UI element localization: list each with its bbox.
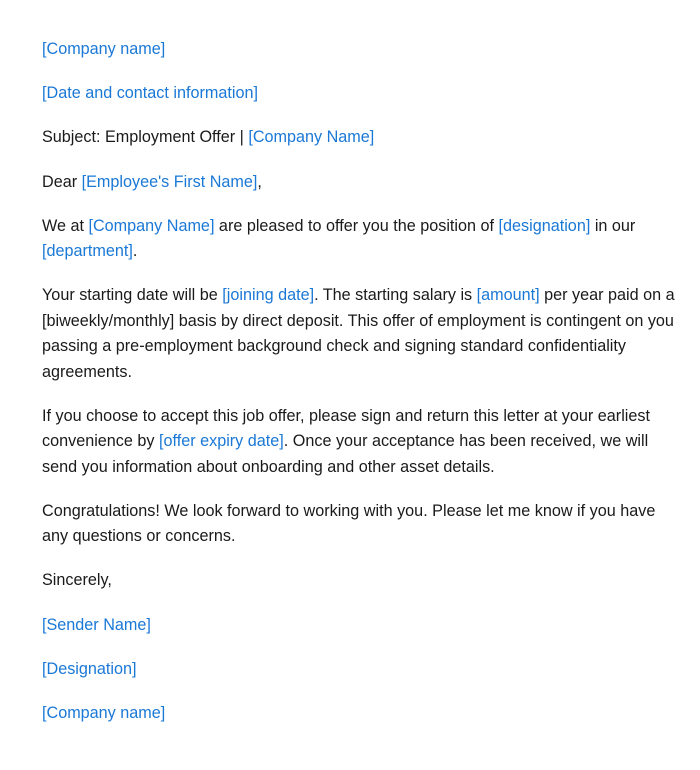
para1-company-placeholder: [Company Name]: [88, 216, 215, 235]
para1-text-3: in our: [590, 216, 636, 235]
employee-name-placeholder: [Employee's First Name]: [81, 172, 258, 191]
company-name-footer: [42, 701, 682, 726]
para2-text-2: . The starting salary is: [314, 286, 477, 305]
offer-paragraph: [42, 214, 682, 265]
subject-company-placeholder: [Company Name]: [248, 128, 375, 147]
congratulations-paragraph: Congratulations! We look forward to working with you. Please let me know if you have any questions or concerns.: [42, 501, 656, 546]
joining-date-placeholder: [joining date]: [222, 286, 315, 305]
para3-text-1: If you choose to accept this job offer, please sign and return this letter at your earliest convenience by: [42, 406, 650, 451]
salary-paragraph: [42, 283, 682, 385]
para1-text-4: .: [132, 242, 138, 261]
closing-line: Sincerely,: [42, 571, 112, 590]
para1-text-2: are pleased to offer you the position of: [214, 216, 499, 235]
sender-name-placeholder: [Sender Name]: [42, 615, 151, 634]
greeting-prefix: Dear: [42, 172, 82, 191]
greeting-suffix: ,: [257, 172, 262, 191]
acceptance-paragraph: [42, 404, 682, 480]
greeting-line: [42, 170, 682, 195]
subject-line: [42, 125, 682, 150]
date-contact-line: [42, 81, 682, 106]
para3-text-2: . Once your acceptance has been received, we will send you information about onboarding and other asset details.: [42, 432, 649, 476]
sender-designation-placeholder: [Designation]: [42, 659, 137, 678]
sender-designation-line: [42, 657, 682, 682]
para2-text-1: Your starting date will be: [42, 286, 223, 305]
para2-text-3: per year paid on a [biweekly/monthly] basis by direct deposit. This offer of employment is contingent on you passing a pre-employment background check and signing standard confidentiality agreements.: [42, 286, 675, 381]
offer-letter: [42, 37, 682, 745]
subject-prefix: Subject: Employment Offer |: [42, 128, 249, 147]
designation-placeholder: [designation]: [498, 216, 591, 235]
department-placeholder: [department]: [42, 242, 133, 261]
sender-name-line: [42, 613, 682, 638]
company-name-footer-placeholder: [Company name]: [42, 704, 166, 723]
amount-placeholder: [amount]: [476, 286, 540, 305]
offer-expiry-placeholder: [offer expiry date]: [159, 432, 284, 451]
company-name-placeholder: [Company name]: [42, 40, 166, 58]
company-name-header: [42, 37, 682, 62]
para1-text-1: We at: [42, 216, 89, 235]
date-contact-placeholder: [Date and contact information]: [42, 84, 258, 103]
